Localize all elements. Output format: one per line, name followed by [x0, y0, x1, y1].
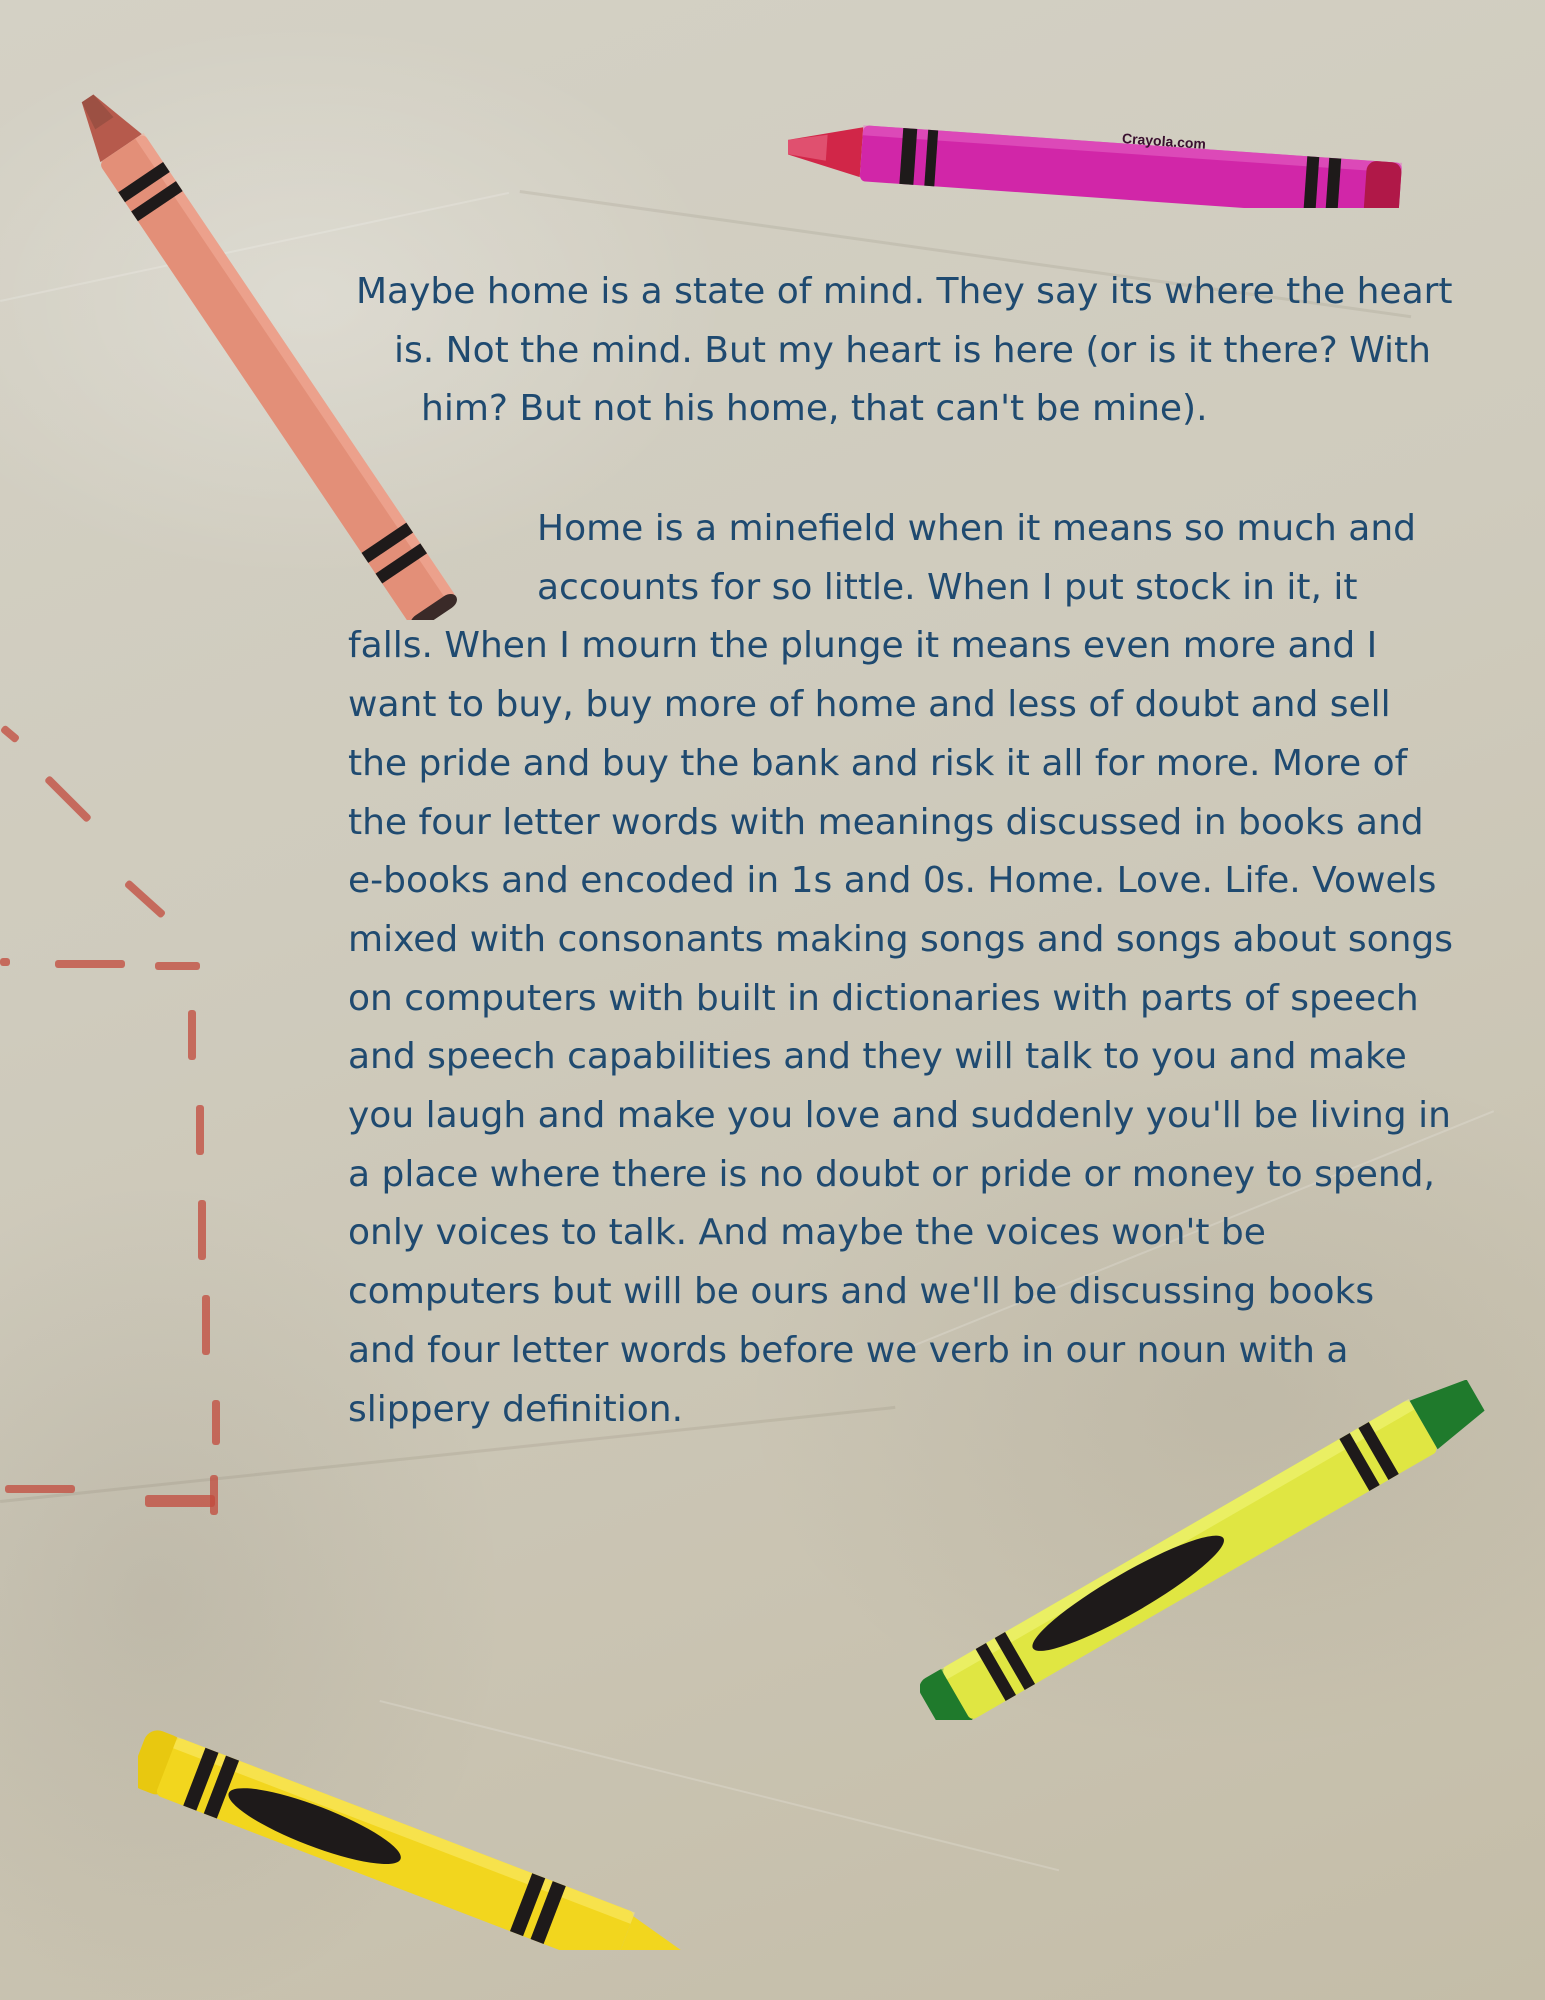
paragraph-2-line: mixed with consonants making songs and songs about songs — [348, 918, 1454, 960]
paragraph-2-line: a place where there is no doubt or pride or money to spend, — [348, 1153, 1435, 1195]
paragraph-2-line: falls. When I mourn the plunge it means even more and I — [348, 625, 1378, 667]
paragraph-1-line: is. Not the mind. But my heart is here (or is it there? With — [394, 329, 1431, 371]
paragraph-2-line: e-books and encoded in 1s and 0s. Home. Love. Life. Vowels — [348, 860, 1437, 902]
paragraph-2-line: want to buy, buy more of home and less of doubt and sell — [348, 684, 1391, 726]
paragraph-2-line: on computers with built in dictionaries with parts of speech — [348, 977, 1419, 1019]
paragraph-2-line: only voices to talk. And maybe the voices won't be — [348, 1212, 1266, 1254]
paragraph-2-line: the four letter words with meanings discussed in books and — [348, 801, 1424, 843]
paragraph-1-line: Maybe home is a state of mind. They say its where the heart — [356, 271, 1453, 312]
magenta-crayon-label: Crayola.com — [1121, 130, 1207, 152]
paragraph-2-line: the pride and buy the bank and risk it all for more. More of — [348, 742, 1408, 784]
yellow-crayon — [138, 1720, 748, 1950]
paragraph-2-line: Home is a minefield when it means so much and — [537, 508, 1417, 549]
paragraph-2-line: and four letter words before we verb in our noun with a — [348, 1329, 1349, 1371]
paragraph-2-line: and speech capabilities and they will talk to you and make — [348, 1036, 1407, 1078]
paragraph-2-line: accounts for so little. When I put stock in it, it — [537, 566, 1358, 608]
paragraph-2-line: you laugh and make you love and suddenly you'll be living in — [348, 1095, 1451, 1137]
paragraph-2-line: slippery definition. — [348, 1388, 684, 1430]
paragraph-2 — [348, 500, 1454, 1439]
paragraph-1 — [356, 263, 1453, 439]
paragraph-1-line: him? But not his home, that can't be mine). — [421, 388, 1208, 430]
magenta-crayon — [788, 108, 1418, 208]
paragraph-2-line: computers but will be ours and we'll be discussing books — [348, 1271, 1375, 1313]
